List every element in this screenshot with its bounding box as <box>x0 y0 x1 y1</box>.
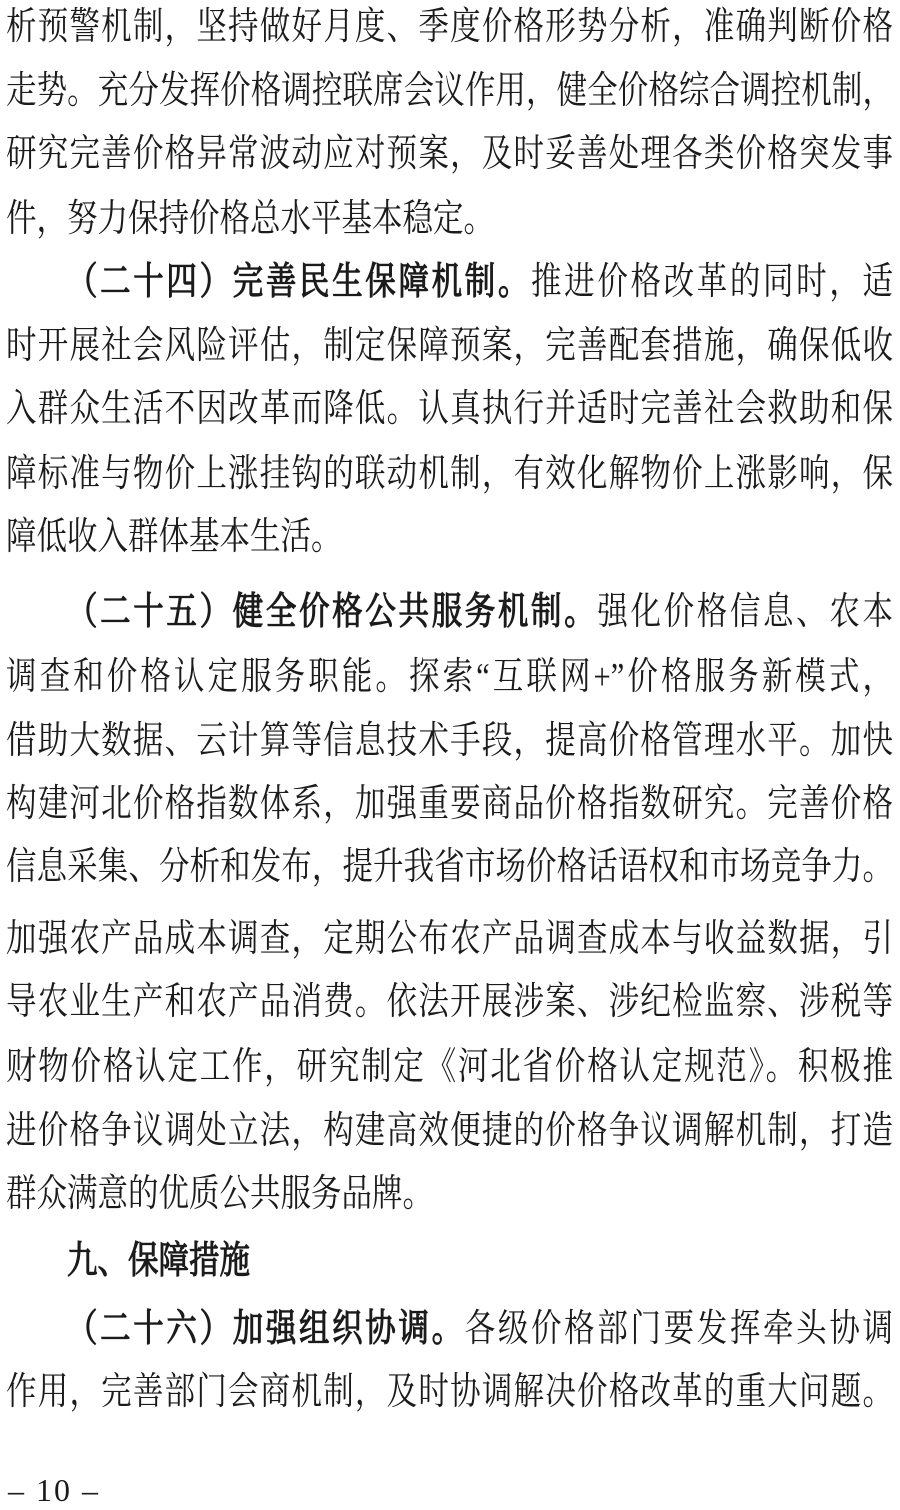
body-line-12: 借助大数据、云计算等信息技术手段，提高价格管理水平。加快 <box>6 720 893 762</box>
sec26-lead-rest: 各级价格部门要发挥牵头协调 <box>464 1308 893 1350</box>
section-9-heading: 九、保障措施 <box>67 1240 251 1282</box>
sec24-lead-line <box>6 259 893 305</box>
body-line-17: 财物价格认定工作，研究制定《河北省价格认定规范》。积极推 <box>6 1046 893 1088</box>
sec25-heading: （二十五）健全价格公共服务机制。 <box>67 591 598 633</box>
sec26-heading: （二十六）加强组织协调。 <box>67 1308 465 1350</box>
page-number: – 10 – <box>8 1472 100 1508</box>
body-line-14: 信息采集、分析和发布，提升我省市场价格话语权和市场竞争力。 <box>6 846 893 888</box>
body-line-7: 入群众生活不因改革而降低。认真执行并适时完善社会救助和保 <box>6 388 893 430</box>
body-line-2: 走势。充分发挥价格调控联席会议作用，健全价格综合调控机制， <box>6 70 893 112</box>
body-line-16: 导农业生产和农产品消费。依法开展涉案、涉纪检监察、涉税等 <box>6 981 893 1023</box>
body-line-3: 研究完善价格异常波动应对预案，及时妥善处理各类价格突发事 <box>6 133 893 175</box>
sec24-lead-rest: 推进价格改革的同时，适 <box>531 261 893 303</box>
body-line-1: 析预警机制，坚持做好月度、季度价格形势分析，准确判断价格 <box>6 6 893 48</box>
sec25-lead-rest: 强化价格信息、农本 <box>597 591 893 633</box>
body-line-13: 构建河北价格指数体系，加强重要商品价格指数研究。完善价格 <box>6 783 893 825</box>
body-line-22: 作用，完善部门会商机制，及时协调解决价格改革的重大问题。 <box>6 1371 893 1413</box>
body-line-11: 调查和价格认定服务职能。探索“互联网+”价格服务新模式， <box>6 656 893 698</box>
body-line-18: 进价格争议调处立法，构建高效便捷的价格争议调解机制，打造 <box>6 1110 893 1152</box>
body-line-9: 障低收入群体基本生活。 <box>6 516 342 558</box>
sec26-lead-line <box>6 1306 893 1352</box>
body-line-4: 件，努力保持价格总水平基本稳定。 <box>6 198 495 240</box>
body-line-6: 时开展社会风险评估，制定保障预案，完善配套措施，确保低收 <box>6 325 893 367</box>
body-line-19: 群众满意的优质公共服务品牌。 <box>6 1173 434 1215</box>
body-line-15: 加强农产品成本调查，定期公布农产品调查成本与收益数据，引 <box>6 918 893 960</box>
sec25-lead-line <box>6 589 893 635</box>
sec24-heading: （二十四）完善民生保障机制。 <box>67 261 532 303</box>
body-line-8: 障标准与物价上涨挂钩的联动机制，有效化解物价上涨影响，保 <box>6 453 893 495</box>
